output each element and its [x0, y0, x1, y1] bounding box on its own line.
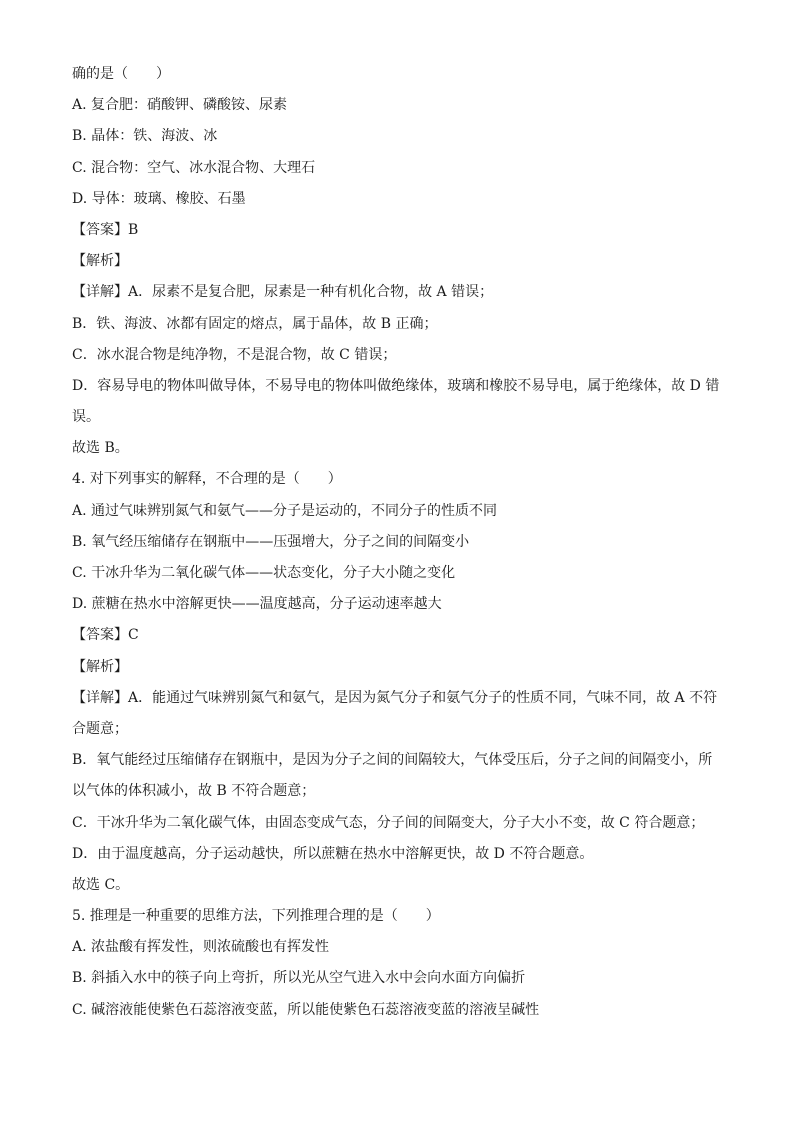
q4-option-d: D. 蔗糖在热水中溶解更快——温度越高，分子运动速率越大 — [72, 596, 442, 613]
q3-detail-line: 【详解】A．尿素不是复合肥，尿素是一种有机化合物，故 A 错误； — [72, 284, 494, 301]
q4-stem: 4. 对下列事实的解释，不合理的是（ ） — [72, 471, 342, 488]
q4-option-c: C. 干冰升华为二氧化碳气体——状态变化，分子大小随之变化 — [72, 565, 456, 581]
q3-option-a: A. 复合肥：硝酸钾、磷酸铵、尿素 — [72, 97, 288, 114]
q5-option-c: C. 碱溶液能使紫色石蕊溶液变蓝，所以能使紫色石蕊溶液变蓝的溶液呈碱性 — [72, 1001, 540, 1018]
q3-detail-line: D．容易导电的物体叫做导体，不易导电的物体叫做绝缘体，玻璃和橡胶不易导电，属于绝缘体，故 D 错 — [72, 377, 720, 394]
q3-detail-line: C．冰水混合物是纯净物，不是混合物，故 C 错误； — [72, 346, 397, 363]
q4-detail-line: D．由于温度越高，分子运动越快，所以蔗糖在热水中溶解更快，故 D 不符合题意。 — [72, 845, 594, 862]
document-content — [72, 64, 724, 1031]
q3-option-c: C. 混合物：空气、冰水混合物、大理石 — [72, 159, 316, 176]
q3-stem-tail: 确的是（ ） — [72, 66, 170, 82]
q3-conclusion: 故选 B。 — [72, 440, 129, 457]
q4-detail-line: C．干冰升华为二氧化碳气体，由固态变成气态，分子间的间隔变大，分子大小不变，故 C 符合题意； — [72, 814, 705, 831]
q4-conclusion: 故选 C。 — [72, 876, 130, 893]
q4-detail-line: 以气体的体积减小，故 B 不符合题意； — [72, 783, 316, 800]
q4-detail-line: B．氧气能经过压缩储存在钢瓶中，是因为分子之间的间隔较大，气体受压后，分子之间的间隔变小，所 — [72, 752, 713, 769]
q3-detail-line: 误。 — [72, 409, 100, 426]
q3-answer: 【答案】B — [72, 221, 139, 238]
q4-analysis-title: 【解析】 — [72, 658, 128, 675]
q3-option-b: B. 晶体：铁、海波、冰 — [72, 128, 218, 145]
q3-detail-line: B．铁、海波、冰都有固定的熔点，属于晶体，故 B 正确； — [72, 315, 438, 332]
q4-detail-line: 合题意； — [72, 720, 128, 737]
q5-stem: 5. 推理是一种重要的思维方法，下列推理合理的是（ ） — [72, 908, 440, 925]
q5-option-a: A. 浓盐酸有挥发性，则浓硫酸也有挥发性 — [72, 939, 330, 956]
q3-option-d: D. 导体：玻璃、橡胶、石墨 — [72, 190, 246, 207]
q5-option-b: B. 斜插入水中的筷子向上弯折，所以光从空气进入水中会向水面方向偏折 — [72, 970, 526, 987]
q4-option-b: B. 氧气经压缩储存在钢瓶中——压强增大，分子之间的间隔变小 — [72, 533, 470, 550]
q4-detail-line: 【详解】A．能通过气味辨别氮气和氨气，是因为氮气分子和氨气分子的性质不同，气味不同，故 A 不符 — [72, 689, 718, 706]
q4-option-a: A. 通过气味辨别氮气和氨气——分子是运动的，不同分子的性质不同 — [72, 502, 498, 519]
q3-analysis-title: 【解析】 — [72, 253, 128, 270]
q4-answer: 【答案】C — [72, 627, 139, 644]
